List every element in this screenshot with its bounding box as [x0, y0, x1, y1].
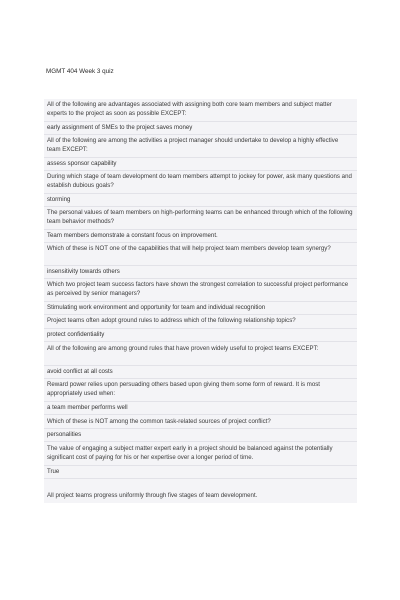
divider [44, 121, 357, 122]
question-text: All of the following are among ground rules that have proven widely useful to project teams EXCEPT: [47, 345, 319, 352]
answer-text: protect confidentiality [47, 331, 105, 338]
divider [44, 478, 357, 479]
divider [44, 301, 357, 302]
answer-text: insensitivity towards others [47, 268, 120, 275]
divider [44, 414, 357, 415]
question-text: Which of these is NOT one of the capabilities that will help project team members develop team synergy? [47, 245, 331, 252]
answer-text: Team members demonstrate a constant focus on improvement. [47, 232, 218, 239]
page-title: MGMT 404 Week 3 quiz [46, 68, 114, 75]
question-text: Which two project team success factors have shown the strongest correlation to successful project performance as perceived by senior managers? [47, 281, 349, 297]
divider [44, 441, 357, 442]
question-text: The personal values of team members on high-performing teams can be enhanced through which of the following team behavior methods? [47, 209, 353, 225]
answer-text: avoid conflict at all costs [47, 368, 113, 375]
answer-text: storming [47, 196, 71, 203]
question-text: The value of engaging a subject matter expert early in a project should be balanced against the potentially significant cost of paying for his or her expertise over a longer period of time. [47, 445, 333, 461]
answer-text: Stimulating work environment and opportunity for team and individual recognition [47, 304, 266, 311]
answer-text: personalities [47, 431, 82, 438]
divider [44, 328, 357, 329]
divider [44, 365, 357, 366]
question-text: All project teams progress uniformly through five stages of team development. [47, 492, 258, 499]
question-text: Project teams often adopt ground rules to address which of the following relationship topics? [47, 317, 296, 324]
divider [44, 314, 357, 315]
divider [44, 157, 357, 158]
question-text: All of the following are advantages associated with assigning both core team members and subject matter experts to the project as soon as possible EXCEPT: [47, 101, 332, 117]
divider [44, 378, 357, 379]
divider [44, 341, 357, 342]
question-text: Which of these is NOT among the common task-related sources of project conflict? [47, 418, 271, 425]
divider [44, 206, 357, 207]
divider [44, 170, 357, 171]
answer-text: assess sponsor capability [47, 160, 117, 167]
question-text: Reward power relies upon persuading others based upon giving them some form of reward. It is most appropriately used when: [47, 381, 321, 397]
question-text: During which stage of team development do team members attempt to jockey for power, ask many questions and establish dubious goals? [47, 173, 352, 189]
divider [44, 229, 357, 230]
divider [44, 242, 357, 243]
answer-text: early assignment of SMEs to the project saves money [47, 124, 193, 131]
answer-text: a team member performs well [47, 404, 128, 411]
divider [44, 278, 357, 279]
divider [44, 401, 357, 402]
divider [44, 134, 357, 135]
question-text: All of the following are among the activities a project manager should undertake to develop a highly effective team EXCEPT: [47, 137, 339, 153]
divider [44, 265, 357, 266]
answer-text: True [47, 468, 60, 475]
divider [44, 193, 357, 194]
divider [44, 428, 357, 429]
divider [44, 465, 357, 466]
